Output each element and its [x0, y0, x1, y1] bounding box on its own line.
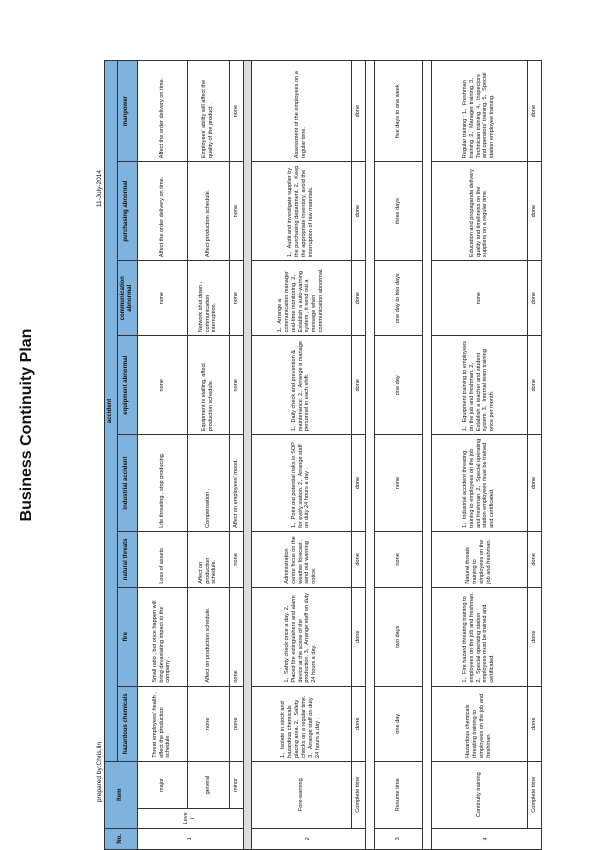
table-cell: Equipment is stalling, affect production schedule.: [187, 336, 229, 435]
table-cell: Affect the order delivery on time.: [137, 61, 187, 162]
table-cell: Threat employees' health , affect the production schedule.: [137, 686, 187, 761]
table-cell: done: [351, 162, 365, 261]
row-separator: [243, 61, 251, 850]
table-cell: none: [374, 435, 422, 532]
header-communication-abnormal: communication abnormal: [117, 261, 137, 336]
header-row-1: [105, 61, 118, 850]
table-row-forewarning: [251, 61, 351, 850]
table-cell: Affect on production schedule.: [187, 531, 229, 587]
row-label-major: major: [137, 761, 187, 808]
table-cell: 1、Daily check and prevention & maintenance. 2、Arrange a manage personnel in each shift.: [251, 336, 351, 435]
table-cell: 1、Isolate in stock and hazardous chemicals placing area. 2、Safety checks on a regular time. 3、Arrange staff on duty 24 hours a day .: [251, 686, 351, 761]
header-no: No.: [105, 828, 138, 849]
table-cell: none: [431, 261, 527, 336]
table-cell: done: [527, 686, 541, 761]
table-cell: none: [229, 261, 243, 336]
row-separator: [365, 61, 374, 850]
table-cell: Hazardous chemicals threating training to employees on the job and freshman.: [431, 686, 527, 761]
row-label-complete-time: Complete time: [527, 761, 541, 828]
header-accident: accident: [105, 61, 118, 762]
row-label-minor: minor: [229, 761, 243, 808]
document-title: Business Continuity Plan: [18, 328, 35, 522]
table-cell: none: [229, 531, 243, 587]
row-number-4: 4: [431, 828, 541, 849]
table-cell: done: [351, 336, 365, 435]
table-cell: Affect production schedule.: [187, 162, 229, 261]
table-cell: Small ratio , but once happen will bring devastating impact to the company .: [137, 587, 187, 686]
header-industrial-accident: industrial accident: [117, 435, 137, 532]
table-cell: Administration centre focus on the weather forecast , send out warning notice.: [251, 531, 351, 587]
prepared-by: prepared by:Chris.lin: [96, 742, 103, 802]
header-row-2: [117, 61, 137, 850]
bcp-table: [104, 60, 542, 850]
table-cell: done: [527, 61, 541, 162]
table-row-complete-1: [351, 61, 365, 850]
row-number-1: 1: [137, 828, 243, 849]
header-hazardous-chemicals: hazardous chemicals: [117, 686, 137, 761]
table-cell: none: [137, 336, 187, 435]
table-cell: one day to two days: [374, 261, 422, 336]
table-cell: none: [229, 61, 243, 162]
header-manpower: manpower: [117, 61, 137, 162]
table-cell: 1、Equipment training to employees on the job and freshman. 2、Establish a teacher and student system. 3、Internal team training once per month.: [431, 336, 527, 435]
table-cell: 1、Industrial accident threating training to employees on the job and freshman. 2、Special operating station employees must be trained and certificated.: [431, 435, 527, 532]
level-label: Level: [137, 809, 243, 828]
table-cell: done: [527, 531, 541, 587]
table-cell: one day: [374, 686, 422, 761]
row-label-general: general: [187, 761, 229, 808]
table-cell: Affect the order delivery on time.: [137, 162, 187, 261]
row-label-forewarning: Fore-warning: [251, 761, 351, 828]
table-cell: done: [351, 261, 365, 336]
table-cell: Employees' ability will affect the quality of the product .: [187, 61, 229, 162]
header-natural-threats: natural threats: [117, 531, 137, 587]
table-row-complete-2: [527, 61, 541, 850]
row-label-complete-time: Complete time: [351, 761, 365, 828]
table-cell: done: [527, 336, 541, 435]
table-cell: done: [527, 261, 541, 336]
header-equipment-abnormal: equipment abnormal: [117, 336, 137, 435]
table-cell: 1、Safety check once a day. 2、Placed fire extinguishers and alarm device at the scene of the production. 3、Arrange staff on duty 24 hours a day.: [251, 587, 351, 686]
header-fire: fire: [117, 587, 137, 686]
table-cell: none: [187, 686, 229, 761]
table-cell: Assessment of the employees on a regular time.: [251, 61, 351, 162]
table-cell: done: [527, 435, 541, 532]
table-cell: done: [527, 587, 541, 686]
table-cell: done: [527, 162, 541, 261]
table-cell: one day: [374, 336, 422, 435]
table-cell: 1、Arrange a communication manager real-time monitoring. 2、Establish a auto-warning system , it send out a message when communication abnormal.: [251, 261, 351, 336]
table-cell: Regular training : 1、Freshman training. 2、Manager training. 3、Technician training. 4、Inspectors and operators' training. 5、Special station employee training.: [431, 61, 527, 162]
table-cell: Natural threats training to employees on the job and freshman.: [431, 531, 527, 587]
table-row-training: [431, 61, 527, 850]
table-cell: none: [137, 261, 187, 336]
row-separator: [422, 61, 431, 850]
row-label-resume-time: Resume time: [374, 761, 422, 828]
table-cell: three days: [374, 162, 422, 261]
row-number-3: 3: [374, 828, 422, 849]
table-row-general: [187, 61, 229, 850]
table-cell: done: [351, 61, 365, 162]
table-cell: Life threating , stop producing.: [137, 435, 187, 532]
table-cell: five days to one week: [374, 61, 422, 162]
row-label-continuity-training: Continuity training: [431, 761, 527, 828]
table-cell: none: [229, 587, 243, 686]
table-cell: Compensation .: [187, 435, 229, 532]
table-cell: 1、Audit and investigate supplier by the purchasing department. 2、Keep the appropriate inventory, avoid the interruption of raw materials.: [251, 162, 351, 261]
table-cell: none: [229, 686, 243, 761]
table-cell: done: [351, 587, 365, 686]
header-purchasing-abnormal: purchasing abnormal: [117, 162, 137, 261]
table-cell: done: [351, 435, 365, 532]
table-cell: none: [229, 336, 243, 435]
table-row-minor: [229, 61, 243, 850]
table-cell: none: [374, 531, 422, 587]
table-cell: 1、Point out potential risks in SOP for every station. 2、Arrange staff on duty 24 hours a day .: [251, 435, 351, 532]
table-cell: two days: [374, 587, 422, 686]
table-cell: done: [351, 531, 365, 587]
table-cell: Loss of assets: [137, 531, 187, 587]
table-row-major: [137, 61, 187, 850]
table-cell: Education and propaganda delivery quality and timeliness on the suppliers on a regular time.: [431, 162, 527, 261]
table-cell: done: [351, 686, 365, 761]
table-cell: Affect on employees' mood.: [229, 435, 243, 532]
table-row-resume: [374, 61, 422, 850]
row-number-2: 2: [251, 828, 365, 849]
table-cell: Affect on production schedule.: [187, 587, 229, 686]
header-item: Item: [105, 761, 138, 828]
table-cell: none: [229, 162, 243, 261]
table-cell: 1、Fire hazard threating training to employees on the job and freshman. 2、Special operating station employees must be trained and certificated.: [431, 587, 527, 686]
document-date: 11-July-2014: [96, 170, 103, 208]
table-cell: Network shut down , communication interruption.: [187, 261, 229, 336]
